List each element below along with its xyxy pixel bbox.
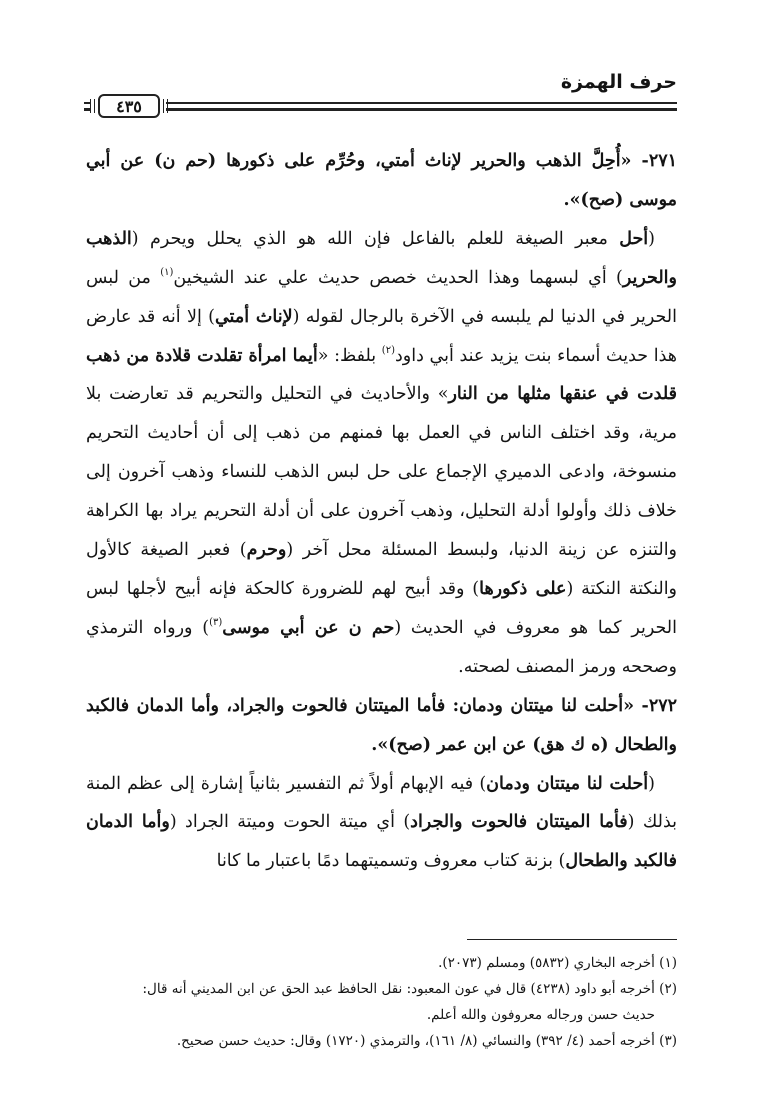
header-rule — [88, 94, 677, 124]
term: أحل — [619, 228, 649, 249]
main-text — [86, 142, 677, 881]
term: لإناث أمتي — [214, 306, 293, 327]
footnote-marker-2: (٢) — [381, 344, 395, 356]
commentary-271: (أحل معبر الصيغة للعلم بالفاعل فإن الله هو الذي يحلل ويحرم (الذهب والحرير) أي لبسهما وهذا الحديث خصص حديث علي عند الشيخين$^{(١)}$ من لبس الحرير في الدنيا لم يلبسه في الآخرة بالرجال لقوله (لإناث أمتي) إلا أنه قد عارض هذا حديث أسماء بنت يزيد عند أبي داود$^{(٢)}$ بلفظ: «أيما امرأة تقلدت قلادة من ذهب قلدت في عنقها مثلها من النار» والأحاديث في التحليل والتحريم قد تعارضت بلا مرية، وقد اختلف الناس في العمل بها فمنهم من ذهب إلى أن أحاديث التحريم منسوخة، وادعى الدميري الإجماع على حل لبس الذهب للنساء وذهب آخرون إلى خلاف ذلك وأولوا أدلة التحليل، وذهب آخرون على أن أدلة التحريم يراد بها الكراهة والتنزه عن زينة الدنيا، ولبسط المسئلة محل آخر (وحرم) فعبر الصيغة كالأول والنكتة النكتة (على ذكورها) وقد أبيح لهم للضرورة كالحكة فإنه أبيح لأجلها لبس الحرير كما هو معروف في الحديث (حم ن عن أبي موسى$^{(٣)}$) ورواه الترمذي وصححه ورمز المصنف لصحته. — [86, 228, 678, 677]
footnote-1: (١) أخرجه البخاري (٥٨٣٢) ومسلم (٢٠٧٣). — [438, 955, 677, 971]
text: ) ورواه الترمذي وصححه ورمز المصنف لصحته. — [86, 617, 677, 677]
page-number: ٤٣٥ — [98, 94, 160, 118]
text: ) أي لبسهما وهذا الحديث خصص حديث علي عند الشيخين — [173, 267, 623, 288]
footnote-marker-1: (١) — [160, 266, 174, 278]
header-double-line — [166, 102, 677, 111]
footnotes — [88, 950, 677, 1054]
term: وأما الدمان فالكبد والطحال — [86, 812, 677, 872]
text: ) أي ميتة الحوت وميتة الجراد ( — [169, 812, 411, 833]
text: معبر الصيغة للعلم بالفاعل فإن الله هو الذي يحلل ويحرم ( — [131, 228, 620, 249]
text: ) فيه الإبهام أولاً ثم التفسير بثانياً إشارة إلى عظم المنة بذلك ( — [86, 773, 677, 833]
term: فأما الميتتان فالحوت والجراد — [410, 812, 628, 833]
footnote-marker-3: (٣) — [209, 616, 223, 628]
term: أحلت لنا ميتتان ودمان — [486, 773, 649, 794]
term: على ذكورها — [479, 578, 567, 599]
term: وحرم — [246, 540, 287, 561]
footnote-2: (٢) أخرجه أبو داود (٤٢٣٨) قال في عون المعبود: نقل الحافظ عبد الحق عن ابن المديني أنه قال: — [142, 981, 677, 997]
running-title: حرف الهمزة — [560, 71, 677, 93]
hadith-272-line-2: فالكبد والطحال (ه ك هق) عن ابن عمر (صح)». — [86, 695, 677, 755]
footnote-separator — [467, 939, 677, 940]
text: ) إلا أنه قد عارض هذا حديث أسماء بنت يزيد عند أبي داود — [86, 306, 677, 366]
text: بلفظ: « — [317, 345, 382, 366]
footnote-2-continued: حديث حسن ورجاله معروفون والله أعلم. — [426, 1007, 655, 1023]
hadith-271-line-2: أبي موسى (صح)». — [86, 151, 677, 210]
commentary-272: (أحلت لنا ميتتان ودمان) فيه الإبهام أولاً ثم التفسير بثانياً إشارة إلى عظم المنة بذلك (فأما الميتتان فالحوت والجراد) أي ميتة الحوت وميتة الجراد (وأما الدمان فالكبد والطحال) بزنة كتاب معروف وتسميتهما دمًا باعتبار ما كانا — [86, 773, 677, 872]
text: ) فعبر الصيغة كالأول والنكتة النكتة ( — [86, 540, 678, 599]
quoted-hadith: أيما امرأة تقلدت قلادة من ذهب قلدت في عنقها مثلها من النار — [86, 345, 677, 405]
hadith-271 — [86, 142, 677, 220]
hadith-272-line-1: ٢٧٢- «أحلت لنا ميتتان ودمان: فأما الميتتان فالحوت والجراد، وأما الدمان — [136, 695, 678, 716]
term: الذهب والحرير — [86, 228, 677, 288]
hadith-272 — [86, 687, 677, 765]
text: ) وقد أبيح لهم للضرورة كالحكة فإنه أبيح لأجلها لبس الحرير كما هو معروف في الحديث ( — [86, 578, 677, 638]
text: ) بزنة كتاب معروف وتسميتهما دمًا باعتبار ما كانا — [216, 851, 566, 872]
text: » والأحاديث في التحليل والتحريم قد تعارضت بلا مرية، وقد اختلف الناس في العمل بها فمنهم من ذهب إلى أن أحاديث التحريم منسوخة، وادعى الدميري الإجماع على حل لبس الذهب للنساء وذهب آخرون إلى خلاف ذلك وأولوا أدلة التحليل، وذهب آخرون على أن أدلة التحريم يراد بها الكراهة والتنزه عن زينة الدنيا، ولبسط المسئلة محل آخر ( — [86, 384, 678, 561]
term: حم ن عن أبي موسى — [222, 617, 395, 638]
text: من لبس الحرير في الدنيا لم يلبسه في الآخرة بالرجال لقوله ( — [86, 267, 677, 327]
footnote-3: (٣) أخرجه أحمد (٤/ ٣٩٢) والنسائي (٨/ ١٦١)، والترمذي (١٧٢٠) وقال: حديث حسن صحيح. — [176, 1033, 677, 1049]
hadith-271-line-1: ٢٧١- «أُحِلَّ الذهب والحرير لإناث أمتي، وحُرِّم على ذكورها (حم ن) عن — [120, 151, 678, 171]
